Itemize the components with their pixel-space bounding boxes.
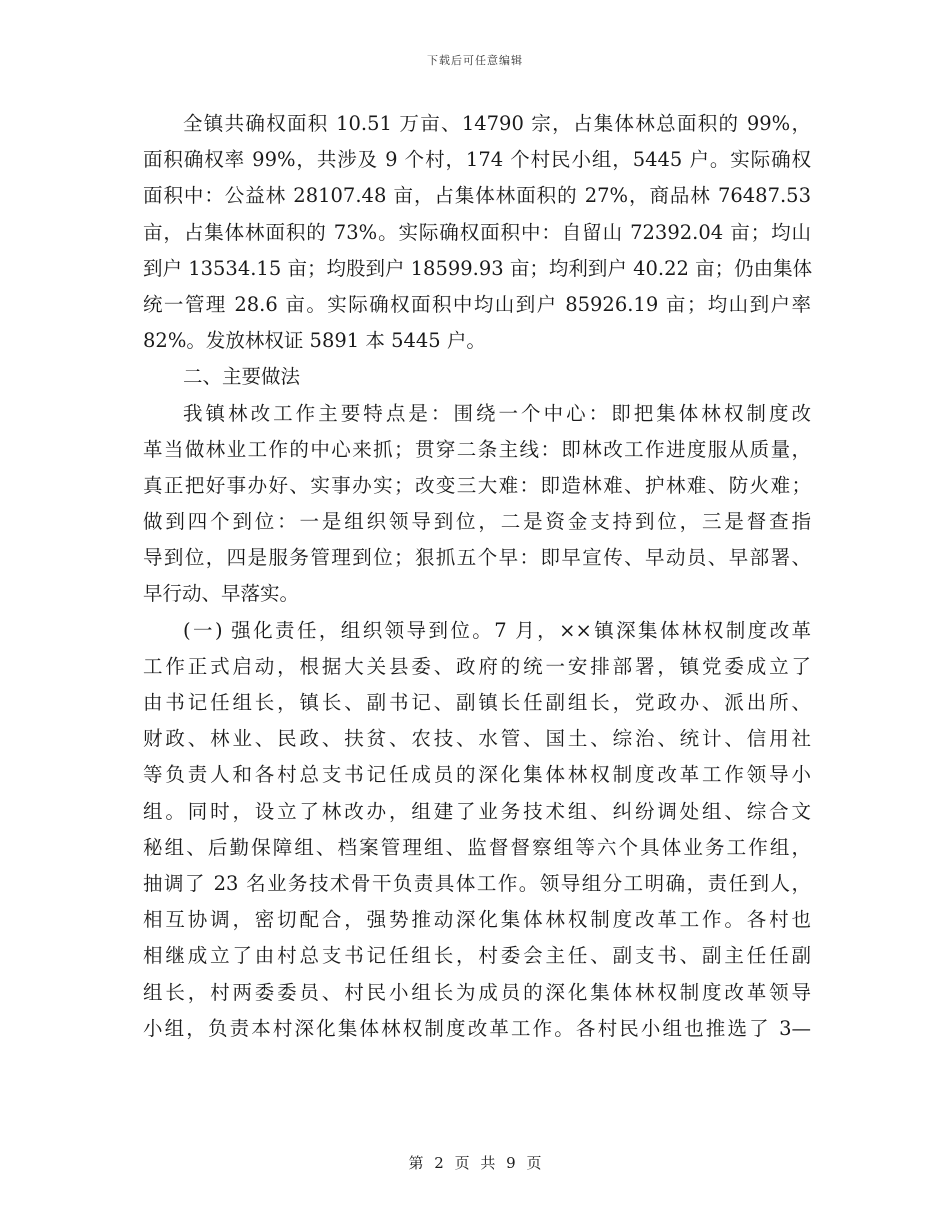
paragraph-line: 革当做林业工作的中心来抓；贯穿二条主线：即林改工作进度服从质量， (143, 437, 811, 461)
paragraph-line: 组长，村两委委员、村民小组长为成员的深化集体林权制度改革领导 (143, 980, 811, 1004)
section-heading: 二、主要做法 (183, 365, 301, 389)
paragraph-line: 组。同时，设立了林改办，组建了业务技术组、纠纷调处组、综合文 (143, 799, 811, 823)
paragraph-line: 面积中：公益林 28107.48 亩，占集体林面积的 27%，商品林 76487.53 (143, 184, 811, 208)
paragraph-line: 相继成立了由村总支书记任组长，村委会主任、副支书、副主任任副 (143, 944, 811, 968)
paragraph-line: 财政、林业、民政、扶贫、农技、水管、国土、综治、统计、信用社 (143, 727, 811, 751)
paragraph-line: 导到位，四是服务管理到位；狠抓五个早：即早宣传、早动员、早部署、 (143, 546, 811, 570)
paragraph-line: 到户 13534.15 亩；均股到户 18599.93 亩；均利到户 40.22 亩；仍由集体 (143, 256, 813, 280)
paragraph-line: (一) 强化责任，组织领导到位。7 月，××镇深集体林权制度改革 (183, 618, 811, 642)
paragraph-line: 82%。发放林权证 5891 本 5445 户。 (143, 329, 486, 353)
paragraph-line: 小组，负责本村深化集体林权制度改革工作。各村民小组也推选了 3— (143, 1016, 811, 1040)
paragraph-line: 统一管理 28.6 亩。实际确权面积中均山到户 85926.19 亩；均山到户率 (143, 292, 811, 316)
paragraph-line: 工作正式启动，根据大关县委、政府的统一安排部署，镇党委成立了 (143, 654, 811, 678)
paragraph-line: 等负责人和各村总支书记任成员的深化集体林权制度改革工作领导小 (143, 763, 811, 787)
paragraph-line: 相互协调，密切配合，强势推动深化集体林权制度改革工作。各村也 (143, 908, 811, 932)
page-header: 下载后可任意编辑 (427, 54, 523, 67)
paragraph-line: 抽调了 23 名业务技术骨干负责具体工作。领导组分工明确，责任到人， (143, 871, 811, 895)
paragraph-line: 我镇林改工作主要特点是：围绕一个中心：即把集体林权制度改 (183, 401, 811, 425)
paragraph-line: 亩，占集体林面积的 73%。实际确权面积中：自留山 72392.04 亩；均山 (143, 220, 811, 244)
body-text (143, 106, 811, 1047)
paragraph-line: 由书记任组长，镇长、副书记、副镇长任副组长，党政办、派出所、 (143, 691, 811, 714)
page-number-footer: 第 2 页 共 9 页 (408, 1154, 542, 1172)
paragraph-line: 早行动、早落实。 (143, 582, 300, 606)
paragraph-line: 面积确权率 99%，共涉及 9 个村，174 个村民小组，5445 户。实际确权 (143, 148, 811, 172)
paragraph-line: 全镇共确权面积 10.51 万亩、14790 宗，占集体林总面积的 99%， (183, 112, 811, 135)
paragraph-line: 做到四个到位：一是组织领导到位，二是资金支持到位，三是督查指 (143, 510, 811, 534)
paragraph-line: 真正把好事办好、实事办实；改变三大难：即造林难、护林难、防火难； (143, 473, 811, 497)
paragraph-line: 秘组、后勤保障组、档案管理组、监督督察组等六个具体业务工作组， (143, 835, 811, 859)
